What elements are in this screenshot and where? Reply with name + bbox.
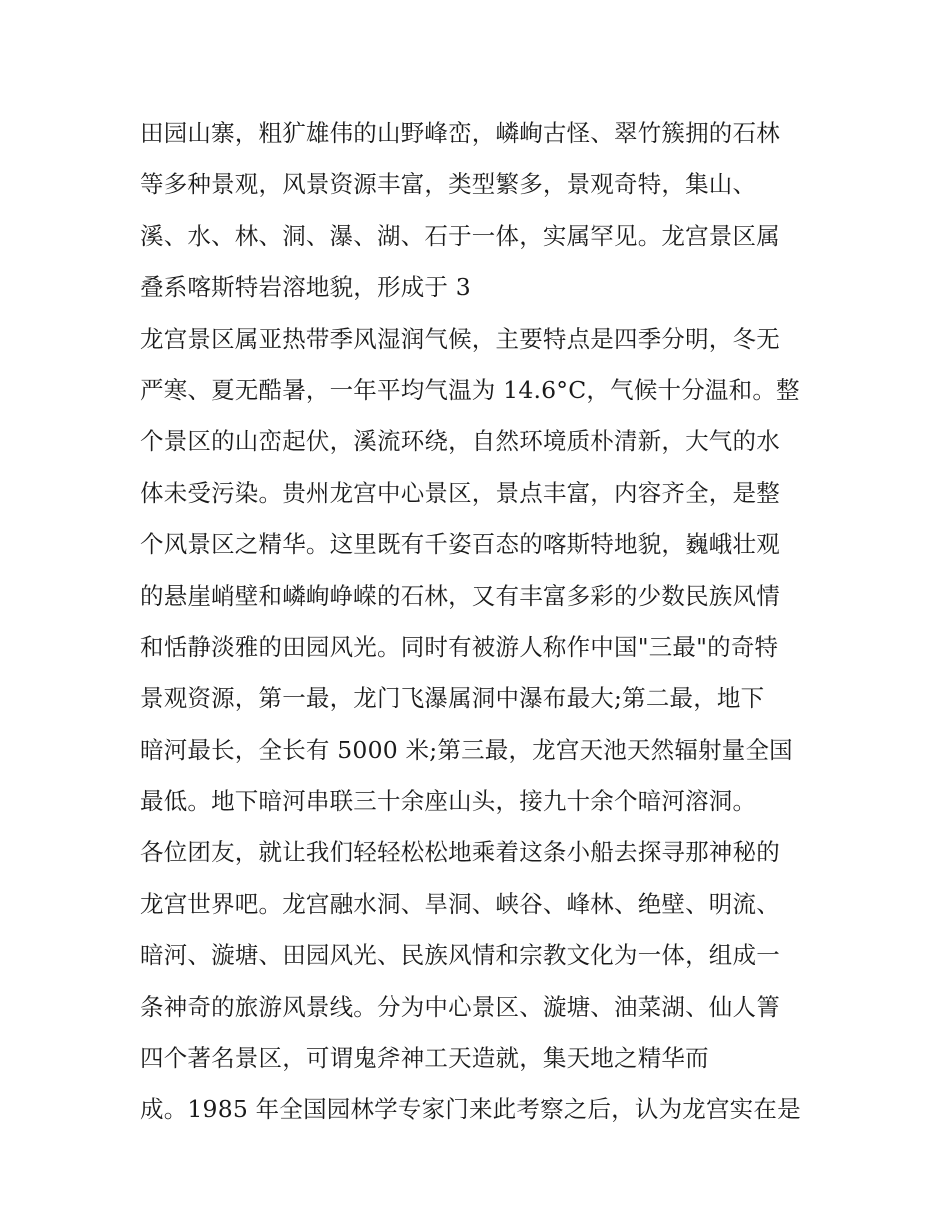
body-text [140,108,820,1136]
text-line: 四个著名景区，可谓鬼斧神工天造就，集天地之精华而 [140,1044,709,1073]
text-line: 个风景区之精华。这里既有千姿百态的喀斯特地貌，巍峨壮观 [140,530,780,559]
text-line: 暗河最长，全长有 5000 米;第三最，龙宫天池天然辐射量全国 [140,735,793,764]
text-line: 龙宫景区属亚热带季风湿润气候，主要特点是四季分明，冬无 [140,324,780,353]
text-line: 暗河、漩塘、田园风光、民族风情和宗教文化为一体，组成一 [140,941,780,970]
text-line: 体未受污染。贵州龙宫中心景区，景点丰富，内容齐全，是整 [140,478,780,507]
text-line: 严寒、夏无酷暑，一年平均气温为 14.6°C，气候十分温和。整 [140,375,800,404]
text-line: 叠系喀斯特岩溶地貌，形成于 3 [140,273,471,302]
text-line: 最低。地下暗河串联三十余座山头，接九十余个暗河溶洞。 [140,787,757,816]
text-line: 和恬静淡雅的田园风光。同时有被游人称作中国"三最"的奇特 [140,632,779,661]
text-line: 个景区的山峦起伏，溪流环绕，自然环境质朴清新，大气的水 [140,427,780,456]
text-line: 田园山寨，粗犷雄伟的山野峰峦，嶙峋古怪、翠竹簇拥的石林 [140,119,780,147]
text-line: 等多种景观，风景资源丰富，类型繁多，景观奇特，集山、 [140,170,757,199]
text-line: 龙宫世界吧。龙宫融水洞、旱洞、峡谷、峰林、绝壁、明流、 [140,889,780,918]
text-line: 的悬崖峭壁和嶙峋峥嵘的石林，又有丰富多彩的少数民族风情 [140,581,780,610]
text-line: 条神奇的旅游风景线。分为中心景区、漩塘、油菜湖、仙人箐 [140,992,780,1021]
text-line: 各位团友，就让我们轻轻松松地乘着这条小船去探寻那神秘的 [140,838,780,867]
text-line: 溪、水、林、洞、瀑、湖、石于一体，实属罕见。龙宫景区属 [140,221,780,250]
text-line: 景观资源，第一最，龙门飞瀑属洞中瀑布最大;第二最，地下 [140,684,765,713]
text-line: 成。1985 年全国园林学专家门来此考察之后，认为龙宫实在是 [140,1095,801,1124]
